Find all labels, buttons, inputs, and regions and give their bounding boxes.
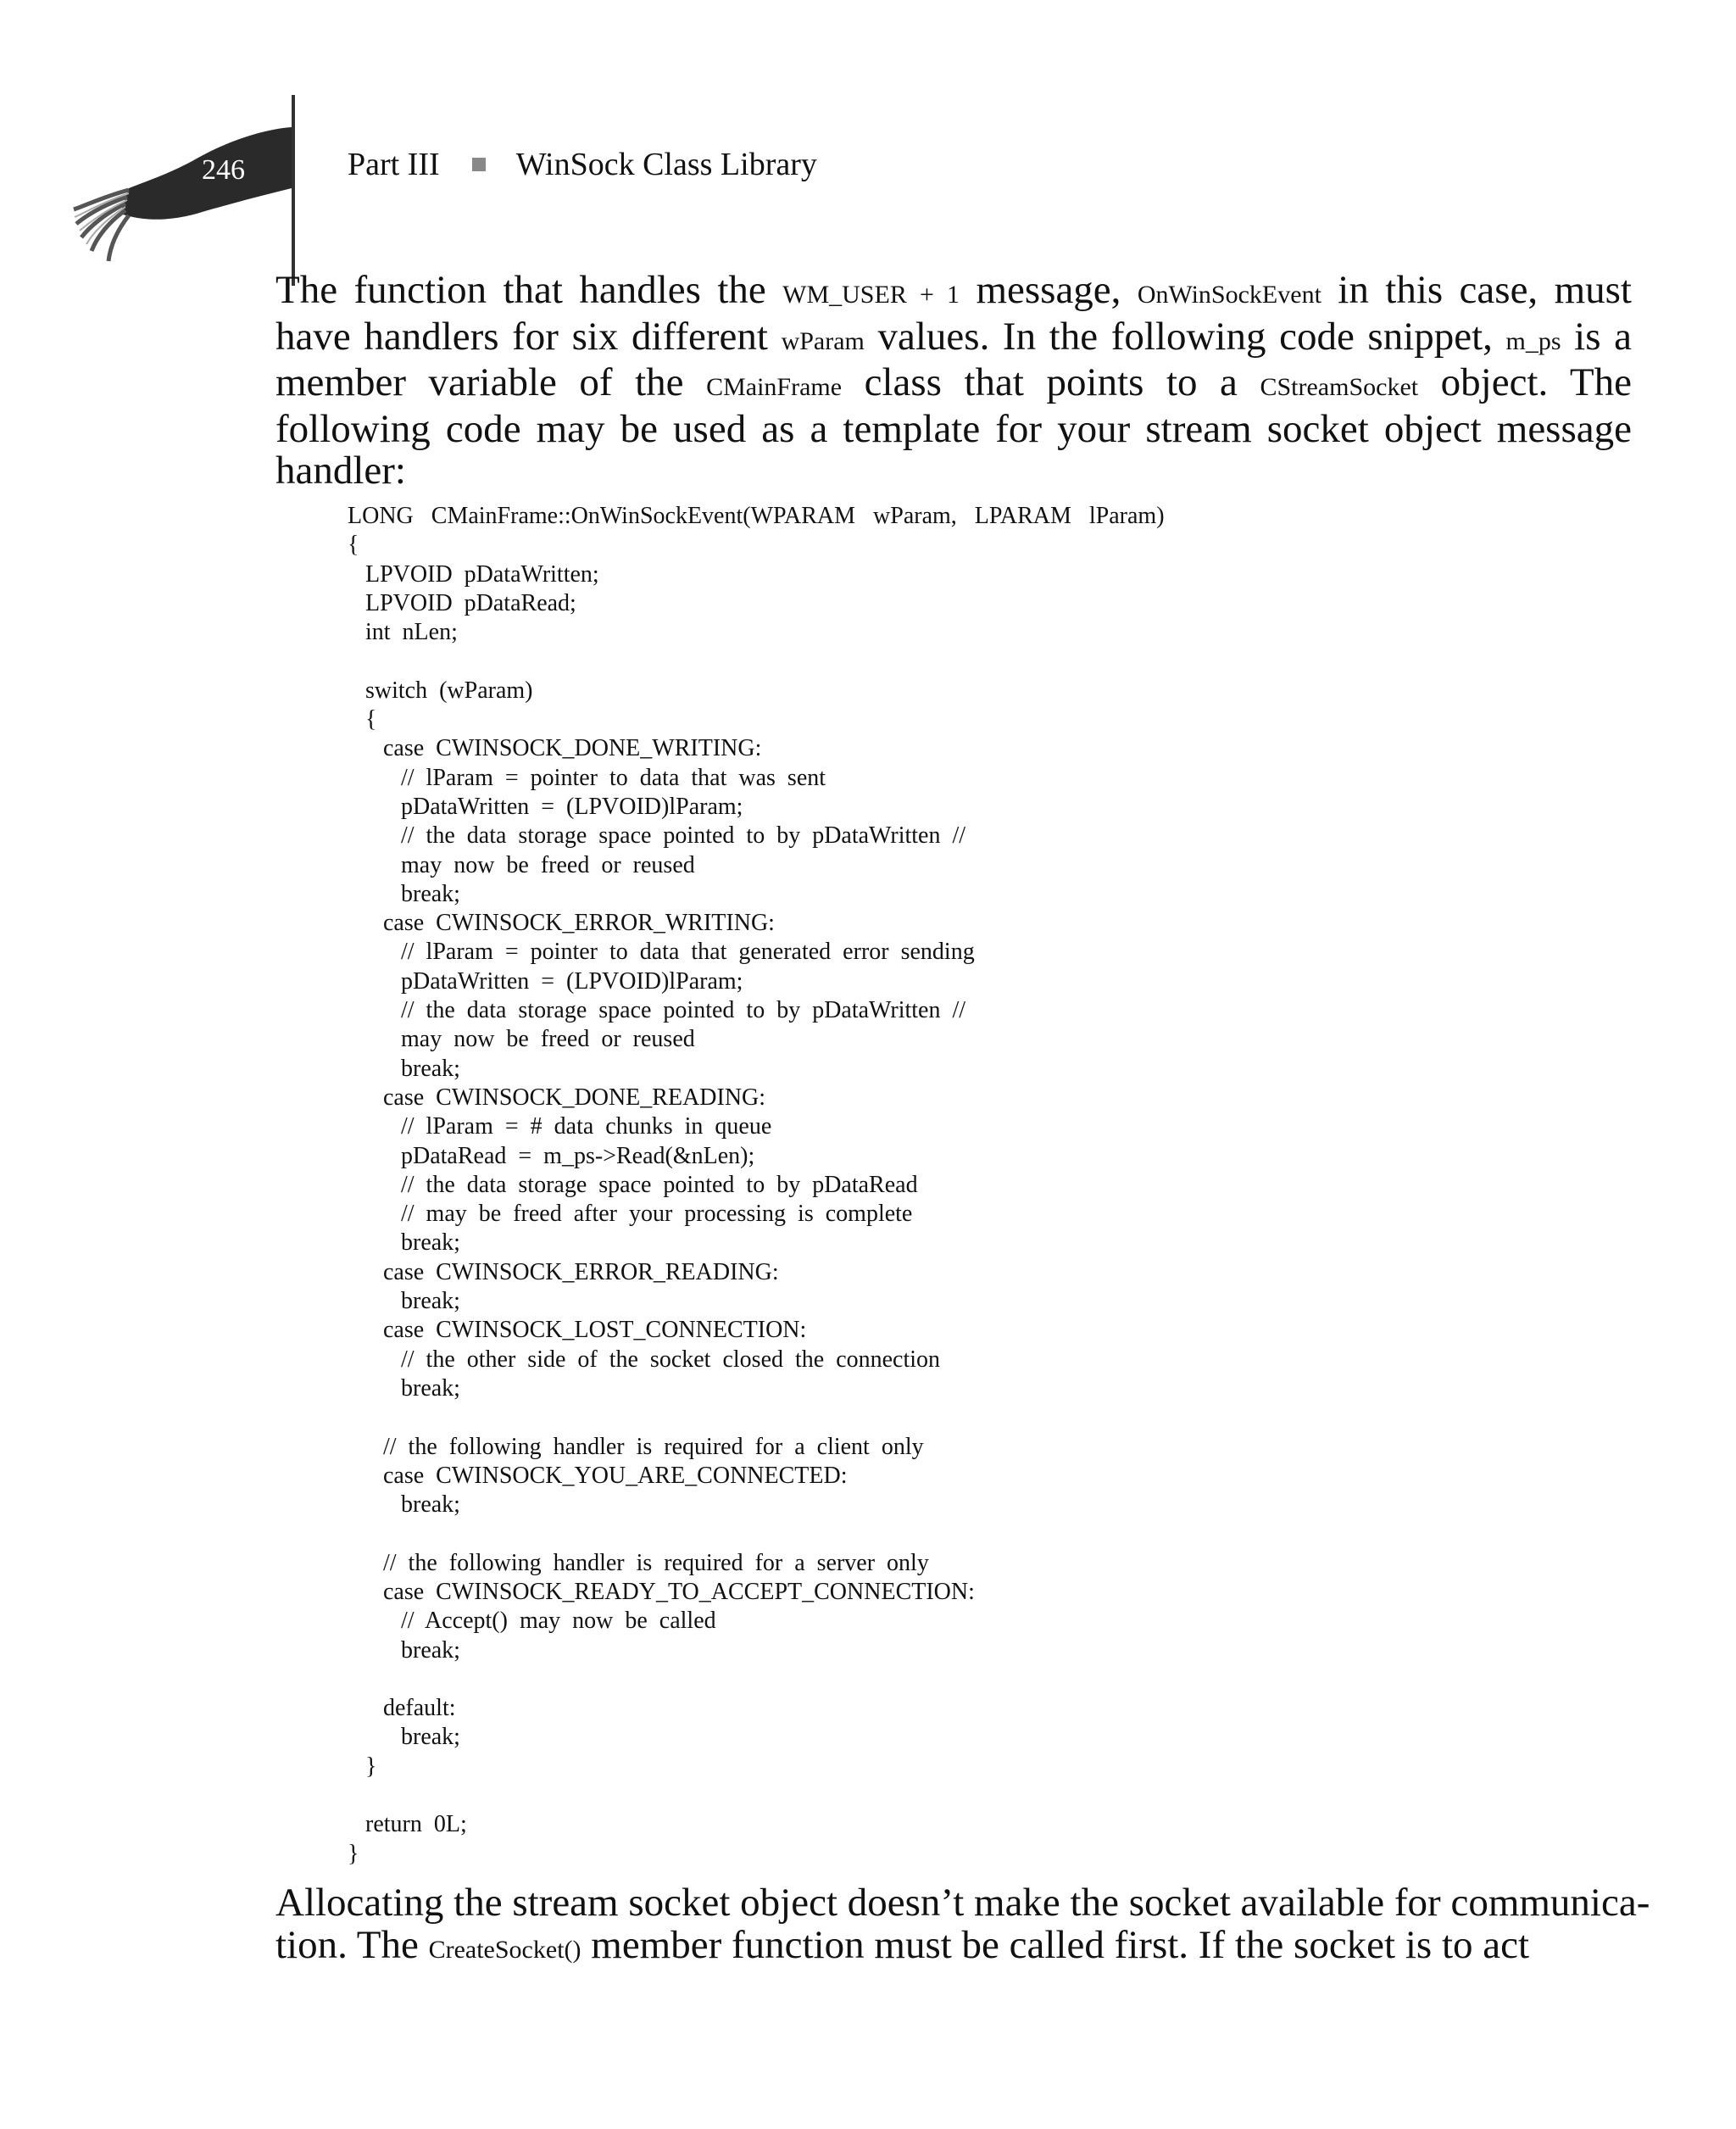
code-line: LPVOID pDataRead; — [348, 589, 576, 616]
intro-paragraph — [275, 270, 1632, 493]
code-line: case CWINSOCK_YOU_ARE_CONNECTED: — [348, 1462, 848, 1489]
code-line — [348, 1781, 1165, 1810]
code-line: break; — [348, 1724, 460, 1751]
code-line: { — [348, 532, 359, 559]
part-label: Part III — [348, 147, 440, 182]
text-line: handler: — [275, 449, 406, 493]
code-line: return 0L; — [348, 1811, 467, 1838]
running-header — [348, 146, 817, 183]
code-line: // may be freed after your processing is complete — [348, 1201, 913, 1228]
code-line — [348, 1665, 1165, 1694]
text-line: tion. The CreateSocket() member function must be called first. If the socket is to act — [275, 1922, 1530, 1967]
code-line: { — [348, 706, 377, 733]
outro-paragraph — [275, 1881, 1650, 1970]
code-line: pDataWritten = (LPVOID)lParam; — [348, 793, 743, 820]
code-line: pDataWritten = (LPVOID)lParam; — [348, 967, 743, 995]
code-line: LPVOID pDataWritten; — [348, 560, 599, 588]
code-line: case CWINSOCK_READY_TO_ACCEPT_CONNECTION: — [348, 1578, 975, 1605]
text-line: Allocating the stream socket object doesn’t make the socket available for communica- — [275, 1881, 1650, 1925]
code-line: // lParam = # data chunks in queue — [348, 1113, 772, 1140]
code-line: case CWINSOCK_DONE_WRITING: — [348, 735, 762, 762]
code-line: // the other side of the socket closed the connection — [348, 1346, 941, 1373]
code-line: // the data storage space pointed to by pDataWritten // — [348, 997, 966, 1024]
code-line: // the data storage space pointed to by pDataWritten // — [348, 822, 966, 850]
code-line — [348, 1403, 1165, 1432]
text-line: The function that handles the WM_USER + 1 message, OnWinSockEvent in this case, must — [275, 268, 1632, 312]
code-line: break; — [348, 1055, 460, 1082]
code-line — [348, 647, 1165, 676]
code-line: break; — [348, 1491, 460, 1519]
code-line — [348, 1519, 1165, 1548]
code-line: // lParam = pointer to data that was sent — [348, 764, 826, 791]
code-line: pDataRead = m_ps->Read(&nLen); — [348, 1142, 755, 1169]
code-line: // the following handler is required for a server only — [348, 1549, 929, 1576]
code-line: int nLen; — [348, 619, 458, 646]
code-line: // Accept() may now be called — [348, 1608, 716, 1635]
code-line: } — [348, 1753, 377, 1780]
code-line: break; — [348, 1636, 460, 1664]
code-line: // the following handler is required for a client only — [348, 1433, 924, 1460]
page-flag-icon — [70, 95, 324, 290]
separator-square-icon — [472, 158, 486, 171]
chapter-title: WinSock Class Library — [515, 147, 817, 182]
code-line: case CWINSOCK_ERROR_WRITING: — [348, 910, 775, 937]
code-line: case CWINSOCK_ERROR_READING: — [348, 1258, 779, 1285]
code-line: break; — [348, 1288, 460, 1315]
code-line: break; — [348, 880, 460, 907]
code-line: case CWINSOCK_LOST_CONNECTION: — [348, 1317, 807, 1344]
code-line: break; — [348, 1374, 460, 1402]
code-line: LONG CMainFrame::OnWinSockEvent(WPARAM wParam, LPARAM lParam) — [348, 503, 1165, 529]
page-number: 246 — [202, 154, 245, 186]
code-line: case CWINSOCK_DONE_READING: — [348, 1084, 766, 1111]
code-line: break; — [348, 1229, 460, 1257]
text-line: following code may be used as a template for your stream socket object message — [275, 406, 1632, 451]
text-line: have handlers for six different wParam values. In the following code snippet, m_ps is a — [275, 314, 1632, 359]
text-line: member variable of the CMainFrame class that points to a CStreamSocket object. The — [275, 360, 1632, 404]
code-line: may now be freed or reused — [348, 851, 695, 878]
code-line: // the data storage space pointed to by pDataRead — [348, 1171, 918, 1198]
code-line: } — [348, 1840, 359, 1867]
code-line: may now be freed or reused — [348, 1026, 695, 1053]
code-listing — [348, 502, 1165, 1869]
code-line: switch (wParam) — [348, 677, 533, 704]
code-line: default: — [348, 1695, 456, 1722]
code-line: // lParam = pointer to data that generated error sending — [348, 939, 975, 966]
